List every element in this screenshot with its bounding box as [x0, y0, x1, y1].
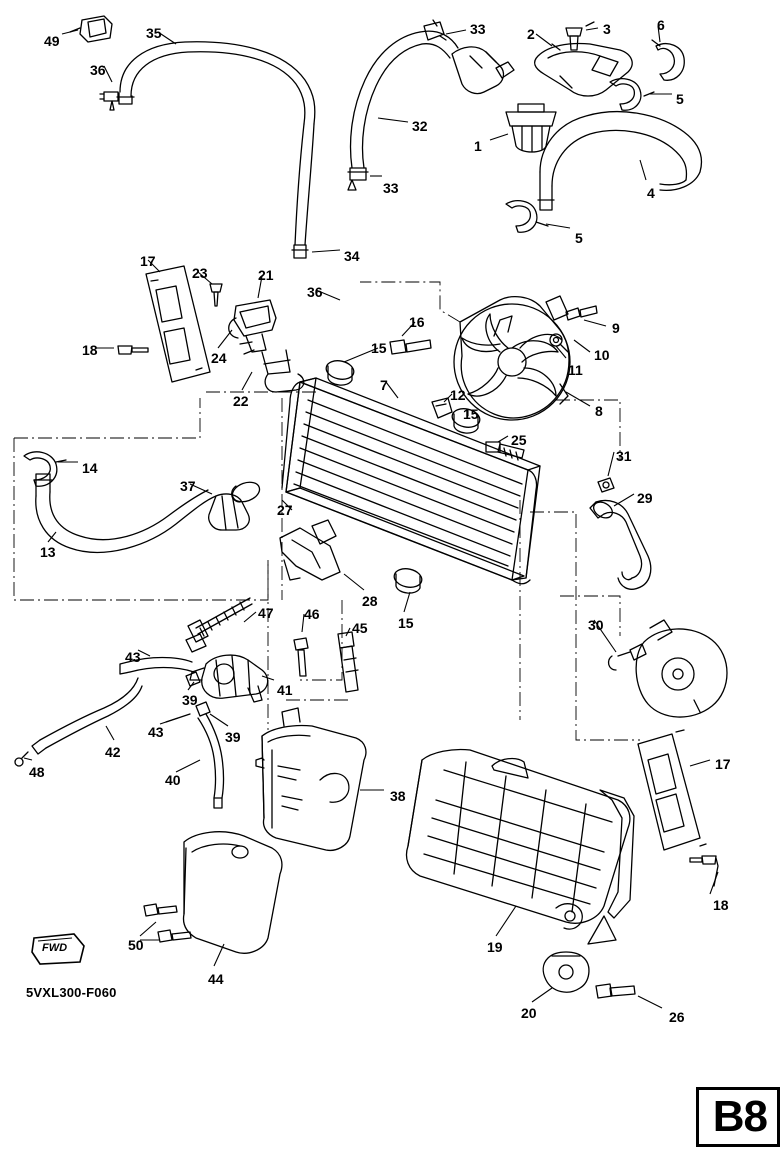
callout-number: 18 [82, 342, 98, 358]
callout-number: 17 [140, 253, 156, 269]
callout-number: 46 [304, 606, 320, 622]
callout-number: 34 [344, 248, 360, 264]
callout-number: 39 [225, 729, 241, 745]
callout-number: 47 [258, 605, 274, 621]
callout-number: 7 [380, 377, 388, 393]
callout-number: 42 [105, 744, 121, 760]
callout-number: 25 [511, 432, 527, 448]
callout-number: 39 [182, 692, 198, 708]
callout-number: 40 [165, 772, 181, 788]
callout-number: 17 [715, 756, 731, 772]
callout-number: 28 [362, 593, 378, 609]
callout-number: 19 [487, 939, 503, 955]
fwd-label: FWD [42, 942, 68, 954]
callout-number: 13 [40, 544, 56, 560]
callout-number: 50 [128, 937, 144, 953]
callout-number: 6 [657, 17, 665, 33]
callout-number: 18 [713, 897, 729, 913]
callout-number: 21 [258, 267, 274, 283]
callout-number: 30 [588, 617, 604, 633]
callout-number: 16 [409, 314, 425, 330]
callout-number: 15 [371, 340, 387, 356]
callout-number: 41 [277, 682, 293, 698]
callout-number: 4 [647, 185, 655, 201]
callout-number: 36 [90, 62, 106, 78]
callout-number: 33 [383, 180, 399, 196]
callout-number: 36 [307, 284, 323, 300]
callout-number: 45 [352, 620, 368, 636]
callout-number: 31 [616, 448, 632, 464]
callout-number: 37 [180, 478, 196, 494]
callout-number: 43 [125, 649, 141, 665]
callout-number: 35 [146, 25, 162, 41]
callout-number: 22 [233, 393, 249, 409]
callout-number: 27 [277, 502, 293, 518]
callout-number: 49 [44, 33, 60, 49]
callout-number: 2 [527, 26, 535, 42]
callout-number: 11 [568, 362, 583, 378]
callout-number: 48 [29, 764, 45, 780]
callout-number: 8 [595, 403, 603, 419]
callout-number: 9 [612, 320, 620, 336]
callout-number: 44 [208, 971, 224, 987]
callout-number: 5 [575, 230, 583, 246]
callout-number: 32 [412, 118, 428, 134]
callout-number: 33 [470, 21, 486, 37]
callout-number: 15 [398, 615, 414, 631]
page-tag: B8 [696, 1087, 780, 1147]
callout-number: 23 [192, 265, 208, 281]
callout-number: 38 [390, 788, 406, 804]
callout-number: 29 [637, 490, 653, 506]
callout-number: 5 [676, 91, 684, 107]
callout-number: 10 [594, 347, 610, 363]
callout-number: 14 [82, 460, 98, 476]
callout-number: 3 [603, 21, 611, 37]
callout-number: 20 [521, 1005, 537, 1021]
callout-number: 1 [474, 138, 482, 154]
part-number-code: 5VXL300-F060 [26, 985, 117, 1000]
callout-number: 15 [463, 406, 479, 422]
callout-number: 12 [450, 387, 466, 403]
callout-number: 26 [669, 1009, 685, 1025]
fwd-badge [30, 932, 86, 966]
callout-number: 43 [148, 724, 164, 740]
callout-number: 24 [211, 350, 227, 366]
